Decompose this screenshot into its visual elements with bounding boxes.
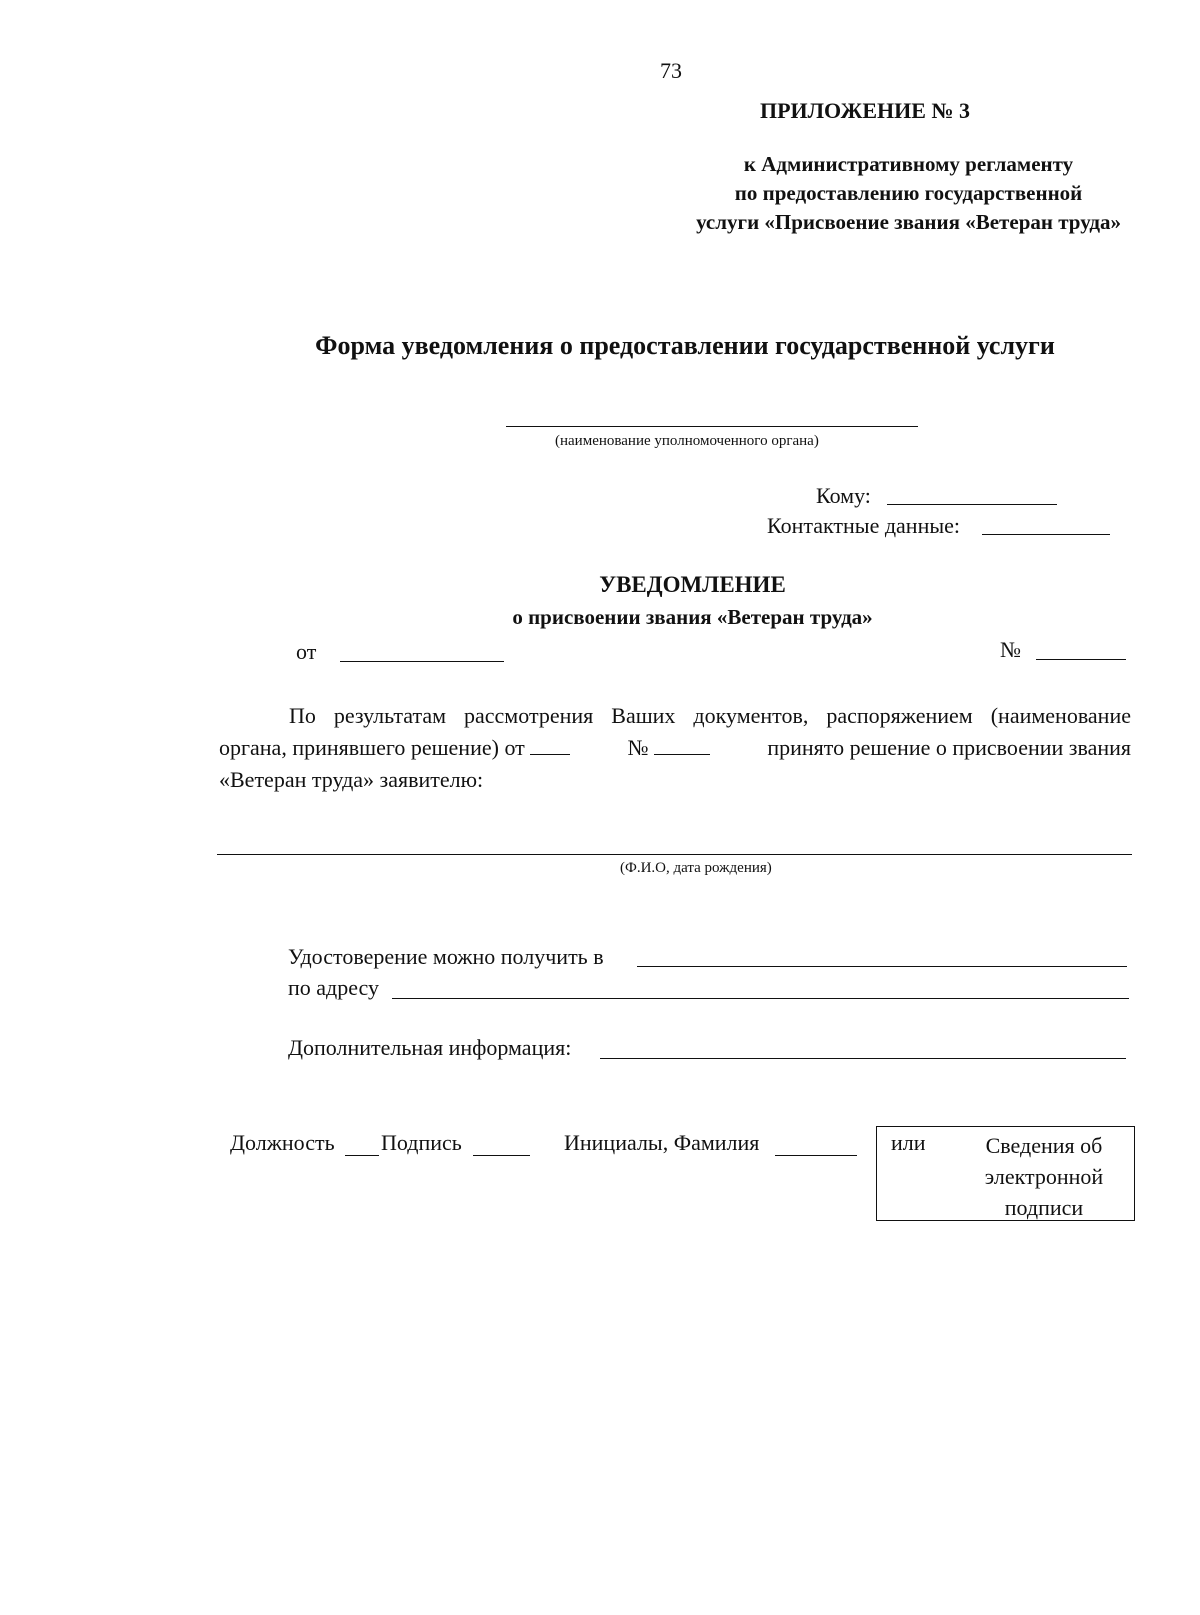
electronic-signature-text <box>959 1130 1129 1223</box>
notice-title: УВЕДОМЛЕНИЕ <box>599 572 786 597</box>
esign-line: подписи <box>1004 1195 1084 1220</box>
address-label: по адресу <box>288 975 380 1000</box>
word: рассмотрения <box>464 703 594 728</box>
word: По <box>289 703 316 728</box>
regulation-line: по предоставлению государственной <box>734 181 1083 205</box>
electronic-signature-box <box>876 1126 1135 1221</box>
number-label: № <box>1000 637 1021 662</box>
decision-date-text <box>219 732 570 764</box>
word: результатам <box>333 703 447 728</box>
signature-label: Подпись <box>381 1130 462 1155</box>
paragraph-line <box>219 764 1131 796</box>
esign-line: электронной <box>984 1164 1104 1189</box>
decision-number-field[interactable] <box>654 732 710 755</box>
paragraph-line <box>219 732 1131 764</box>
certificate-place-field[interactable] <box>637 966 1127 967</box>
decision-number-text <box>628 732 711 764</box>
position-field[interactable] <box>345 1155 379 1156</box>
authority-name-field[interactable] <box>506 426 918 427</box>
text: органа, принявшего решение) от <box>219 735 525 760</box>
regulation-line: к Административному регламенту <box>743 152 1074 176</box>
address-field[interactable] <box>392 998 1129 999</box>
recipient-field[interactable] <box>887 504 1057 505</box>
certificate-label: Удостоверение можно получить в <box>288 944 604 969</box>
notice-subtitle: о присвоении звания «Ветеран труда» <box>512 605 873 629</box>
contacts-field[interactable] <box>982 534 1110 535</box>
applicant-caption: (Ф.И.О, дата рождения) <box>620 860 772 876</box>
word: Ваших <box>611 703 676 728</box>
text: «Ветеран труда» заявителю: <box>219 767 484 792</box>
decision-paragraph <box>219 700 1131 796</box>
word: документов, <box>693 703 809 728</box>
date-label: от <box>296 639 317 664</box>
initials-field[interactable] <box>775 1155 857 1156</box>
contacts-label: Контактные данные: <box>767 513 960 538</box>
esign-line: Сведения об <box>985 1133 1103 1158</box>
recipient-label: Кому: <box>816 483 871 508</box>
regulation-line: услуги «Присвоение звания «Ветеран труда» <box>696 210 1121 234</box>
applicant-field[interactable] <box>217 854 1132 855</box>
extra-info-field[interactable] <box>600 1058 1126 1059</box>
position-label: Должность <box>230 1130 335 1155</box>
text: № <box>627 735 649 760</box>
authority-caption: (наименование уполномоченного органа) <box>555 433 819 449</box>
regulation-reference <box>696 150 1121 237</box>
text: принято решение о присвоении звания <box>767 735 1131 760</box>
signature-field[interactable] <box>473 1155 530 1156</box>
page-number: 73 <box>660 58 682 83</box>
word: (наименование <box>990 703 1131 728</box>
form-title: Форма уведомления о предоставлении государственной услуги <box>315 331 1055 360</box>
date-field[interactable] <box>340 661 504 662</box>
appendix-title: ПРИЛОЖЕНИЕ № 3 <box>760 98 971 123</box>
extra-info-label: Дополнительная информация: <box>288 1035 572 1060</box>
word: распоряжением <box>826 703 973 728</box>
decision-date-field[interactable] <box>530 732 570 755</box>
paragraph-line <box>219 700 1131 732</box>
initials-label: Инициалы, Фамилия <box>564 1130 760 1155</box>
number-field[interactable] <box>1036 659 1126 660</box>
or-label: или <box>891 1130 926 1155</box>
